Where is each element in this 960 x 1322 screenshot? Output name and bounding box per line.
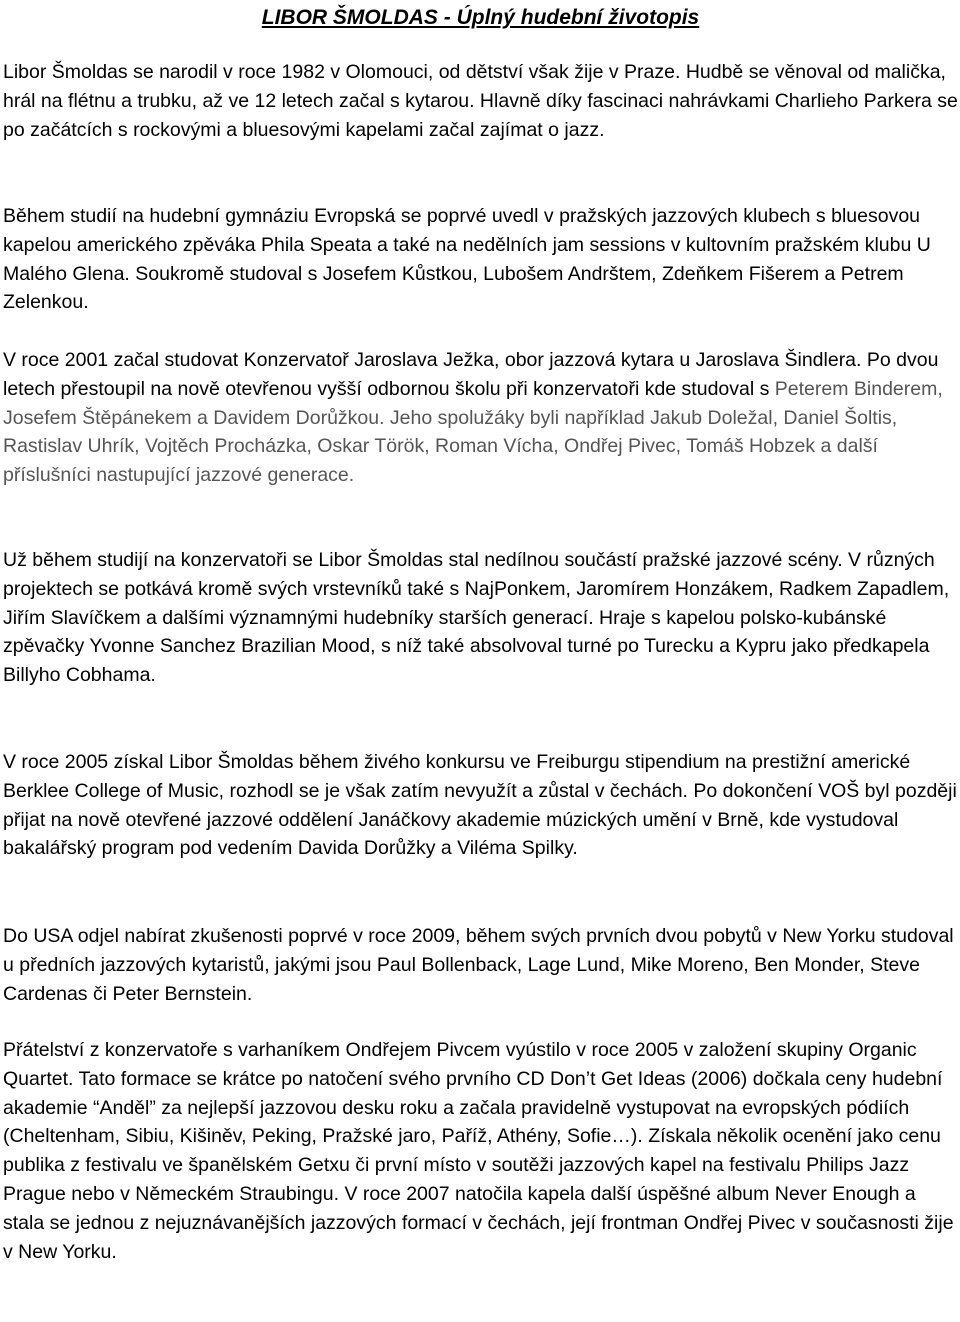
paragraph-conservatory-part-a: V roce 2001 začal studovat Konzervatoř Jaroslava Ježka, obor jazzová kytara u Jaroslava Šindlera. Po dvou letech přestoupil na nově otevřenou vyšší odbornou školu při konzervatoři kde studoval s <box>3 349 939 400</box>
paragraph-prague-scene: Už během studijí na konzervatoři se Libor Šmoldas stal nedílnou součástí pražské jazzové scény. V různých projektech se potkává kromě svých vrstevníků také s NajPonkem, Jaromírem Honzákem, Radkem Zapadlem, Jiřím Slavíčkem a dalšími významnými hudebníky starších generací. Hraje s kapelou polsko-kubánské zpěvačky Yvonne Sanchez Brazilian Mood, s níž také absolvoval turné po Turecku a Kypru jako předkapela Billyho Cobhama. <box>3 549 950 687</box>
paragraph-usa: Do USA odjel nabírat zkušenosti poprvé v roce 2009, během svých prvních dvou pobytů v New Yorku studoval u předních jazzových kytaristů, jakými jsou Paul Bollenback, Lage Lund, Mike Moreno, Ben Monder, Steve Cardenas či Peter Bernstein. <box>3 925 954 1005</box>
document-title: LIBOR ŠMOLDAS - Úplný hudební životopis <box>261 6 700 29</box>
document-page <box>3 0 958 1263</box>
paragraph-gymnasium-studies: Během studií na hudební gymnáziu Evropská se poprvé uvedl v pražských jazzových klubech s bluesovou kapelou amerického zpěváka Phila Speata a také na nedělních jam sessions v kultovním pražském klubu U Malého Glena. Soukromě studoval s Josefem Kůstkou, Lubošem Andrštem, Zdeňkem Fišerem a Petrem Zelenkou. <box>3 205 931 314</box>
paragraph-early-life: Libor Šmoldas se narodil v roce 1982 v Olomouci, od dětství však žije v Praze. Hudbě se věnoval od malička, hrál na flétnu a trubku, až ve 12 letech začal s kytarou. Hlavně díky fascinaci nahrávkami Charlieho Parkera se po začátcích s rockovými a bluesovými kapelami začal zajímat o jazz. <box>3 61 958 141</box>
paragraph-conservatory <box>3 346 958 490</box>
paragraph-conservatory-part-b: Peterem Binderem, Josefem Štěpánekem a Davidem Dorůžkou. Jeho spolužáky byli například Jakub Doležal, Daniel Šoltis, Rastislav Uhrík, Vojtěch Procházka, Oskar Török, Roman Vícha, Ondřej Pivec, Tomáš Hobzek a další příslušníci nastupující jazzové generace. <box>3 377 943 487</box>
paragraph-organic-quartet: Přátelství z konzervatoře s varhaníkem Ondřejem Pivcem vyústilo v roce 2005 v založení skupiny Organic Quartet. Tato formace se krátce po natočení svého prvního CD Don’t Get Ideas (2006) dočkala ceny hudební akademie “Anděl” za nejlepší jazzovou desku roku a začala pravidelně vystupovat na evropských pódiích (Cheltenham, Sibiu, Kišiněv, Peking, Pražské jaro, Paříž, Athény, Sofie…). Získala několik ocenění jako cenu publika z festivalu ve španělském Getxu či první místo v soutěži jazzových kapel na festivalu Philips Jazz Prague nebo v Německém Straubingu. V roce 2007 natočila kapela další úspěšné album Never Enough a stala se jednou z nejuznávanějších jazzových formací v čechách, její frontman Ondřej Pivec v současnosti žije v New Yorku. <box>3 1039 954 1263</box>
paragraph-berklee-jamu: V roce 2005 získal Libor Šmoldas během živého konkursu ve Freiburgu stipendium na prestižní americké Berklee College of Music, rozhodl se je však zatím nevyužít a zůstal v čechách. Po dokončení VOŠ byl později přijat na nově otevřené jazzové oddělení Janáčkovy akademie múzických umění v Brně, kde vystudoval bakalářský program pod vedením Davida Dorůžky a Viléma Spilky. <box>3 751 957 860</box>
